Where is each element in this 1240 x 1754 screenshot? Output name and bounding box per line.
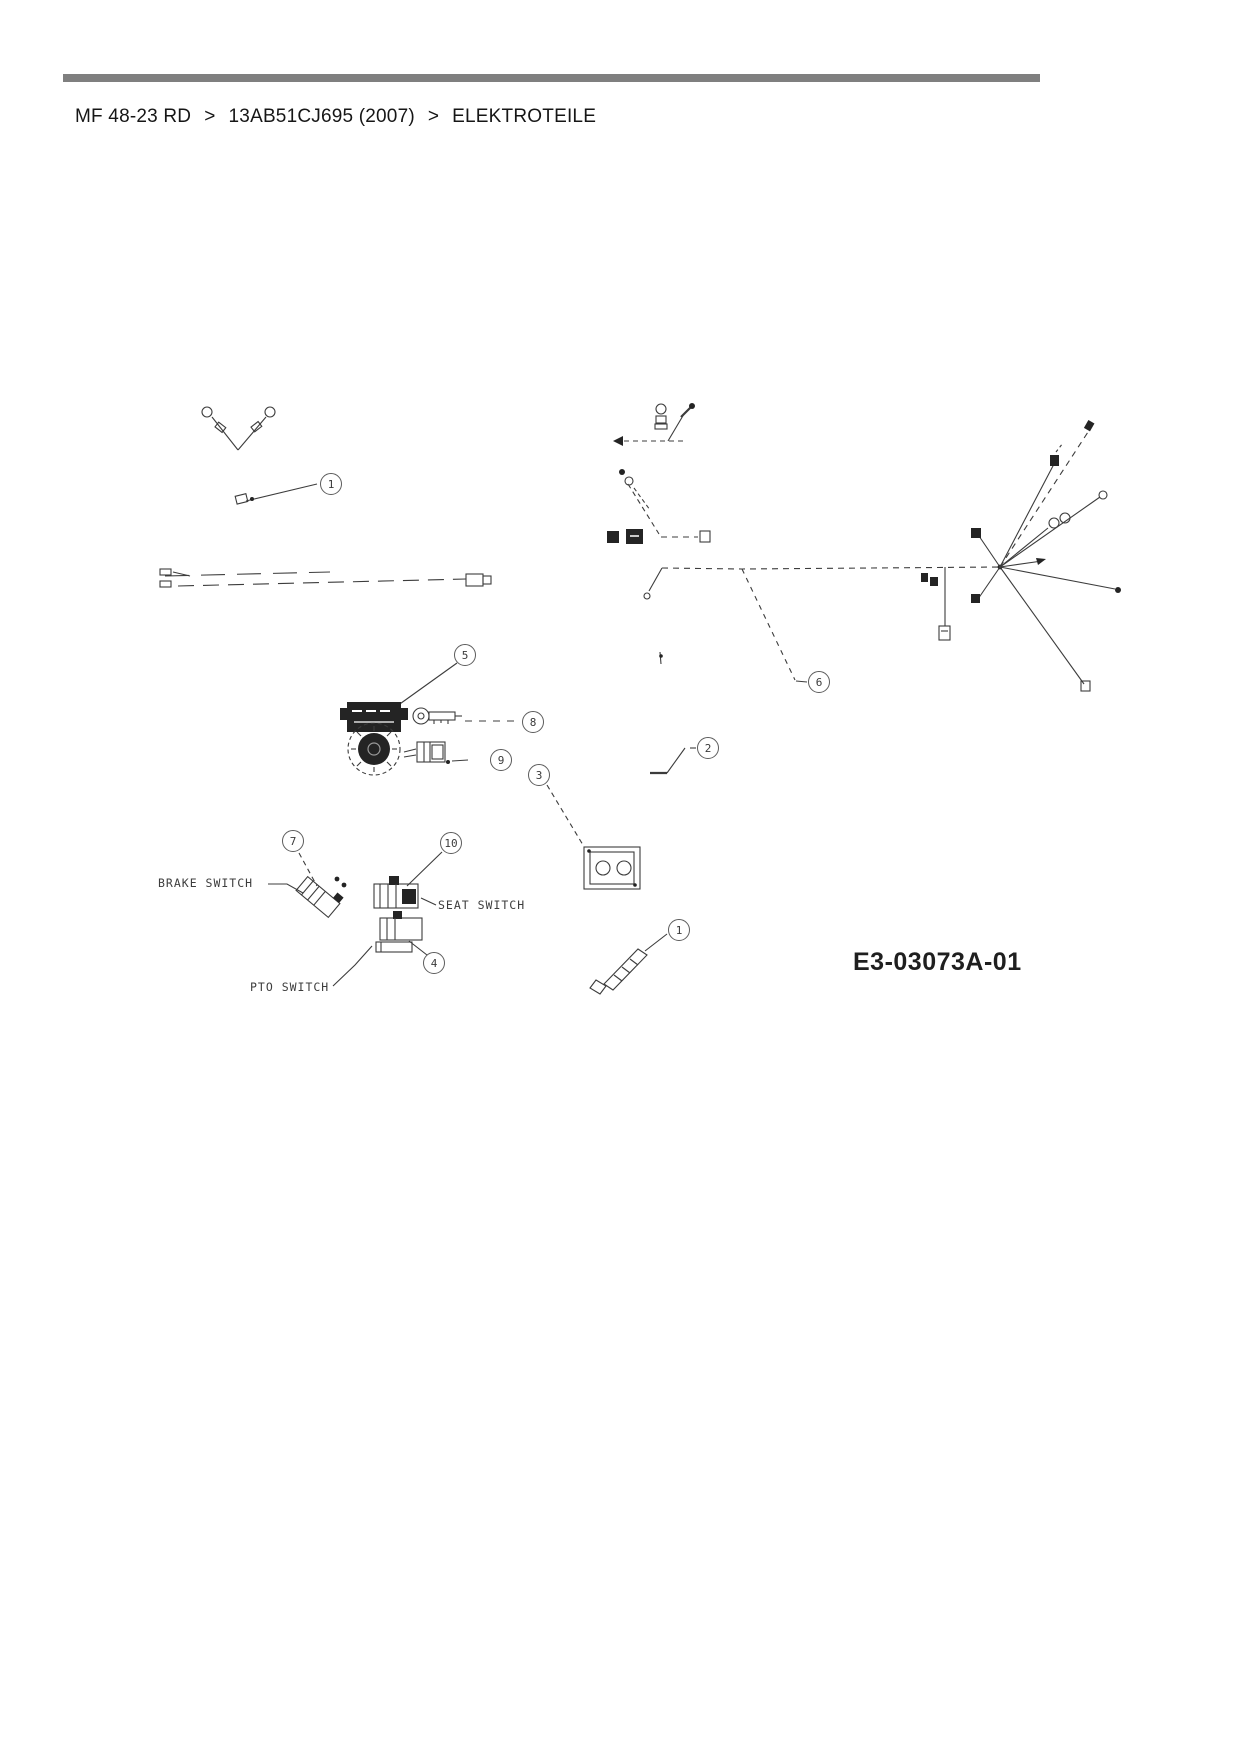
callout-10: 10	[440, 832, 462, 854]
callout-5: 5	[454, 644, 476, 666]
callout-4: 4	[423, 952, 445, 974]
wiring-harness	[607, 420, 1121, 691]
breadcrumb-separator: >	[204, 106, 216, 127]
v-wire-part	[202, 407, 275, 450]
brake-switch-part	[268, 853, 346, 917]
wire-terminal-part	[650, 748, 696, 773]
diagram-code: E3-03073A-01	[853, 948, 1022, 976]
breadcrumb-item-model[interactable]: MF 48-23 RD	[75, 106, 192, 127]
pto-switch-part	[333, 911, 427, 986]
cable-part-1	[235, 484, 317, 504]
interlock-module	[547, 785, 640, 889]
callout-7: 7	[282, 830, 304, 852]
callout-9: 9	[490, 749, 512, 771]
brake-switch-label: BRAKE SWITCH	[158, 876, 254, 890]
callout-6: 6	[808, 671, 830, 693]
callout-8: 8	[522, 711, 544, 733]
seat-switch-label: SEAT SWITCH	[438, 898, 526, 912]
callout-1: 1	[320, 473, 342, 495]
callout-1b: 1	[668, 919, 690, 941]
breadcrumb-separator: >	[427, 106, 440, 127]
callout-3: 3	[528, 764, 550, 786]
seat-switch-part	[374, 852, 442, 908]
mounting-hardware	[613, 403, 695, 510]
breadcrumb-item-section[interactable]: ELEKTROTEILE	[452, 106, 597, 127]
key-cylinder-part	[404, 742, 468, 764]
ignition-key	[413, 708, 516, 724]
ignition-switch	[340, 663, 457, 775]
callout-2: 2	[697, 737, 719, 759]
breadcrumb-item-article[interactable]: 13AB51CJ695 (2007)	[228, 106, 415, 127]
pedal-bracket-part	[590, 934, 667, 994]
long-cable-part	[160, 569, 491, 587]
pto-switch-label: PTO SWITCH	[250, 980, 330, 994]
